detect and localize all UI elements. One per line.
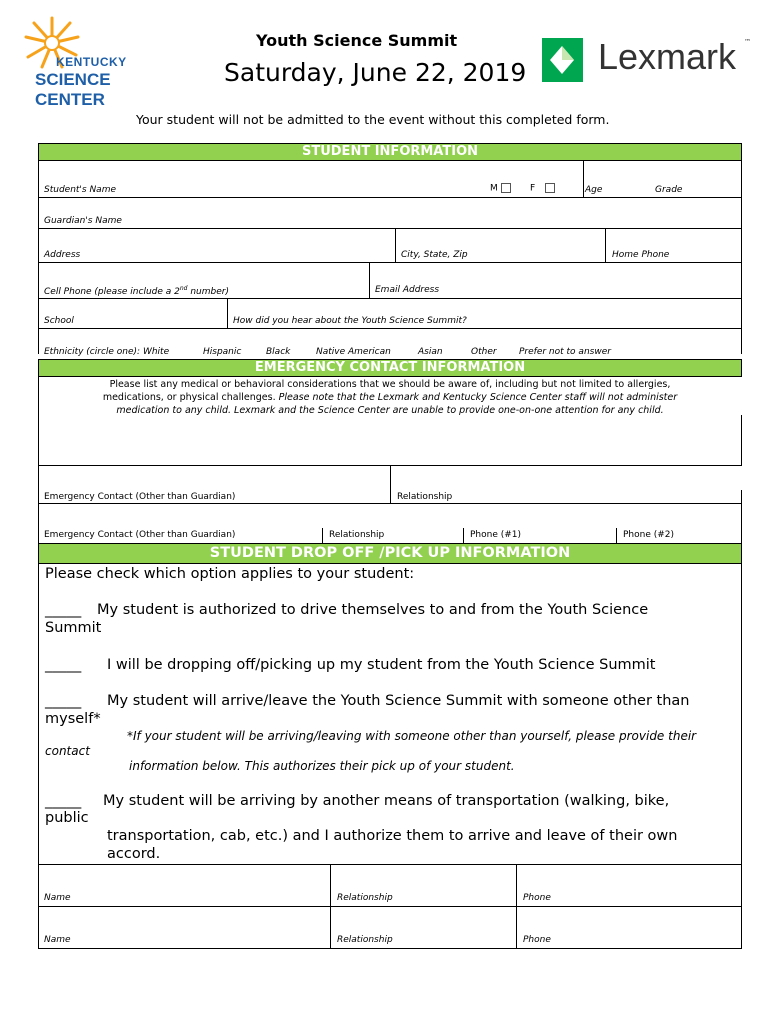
option-4-text: My student will be arriving by another means of transportation (walking, bike, xyxy=(103,793,670,809)
option-2-blank[interactable]: _____ xyxy=(45,657,82,673)
option-4-blank[interactable]: _____ xyxy=(45,793,82,809)
emergency-contact-2-label: Emergency Contact (Other than Guardian) xyxy=(44,530,236,540)
logo-science-center-text: SCIENCE CENTER xyxy=(35,70,111,109)
option-1-text-cont: Summit xyxy=(45,620,102,636)
dropoff-heading: STUDENT DROP OFF /PICK UP INFORMATION xyxy=(38,543,742,564)
option-2-text: I will be dropping off/picking up my student from the Youth Science Summit xyxy=(107,657,656,673)
arrival-note-line1: *If your student will be arriving/leaving with someone other than yourself, please provide their xyxy=(127,729,697,743)
male-checkbox[interactable] xyxy=(490,183,511,194)
event-date: Saturday, June 22, 2019 xyxy=(224,58,527,87)
option-4-text-cont1: public xyxy=(45,810,89,826)
ethnicity-black[interactable]: Black xyxy=(266,347,291,357)
female-checkbox[interactable] xyxy=(530,183,555,194)
trademark-symbol: ™ xyxy=(744,38,751,46)
relationship-2-label: Relationship xyxy=(329,530,385,540)
ethnicity-native-american[interactable]: Native American xyxy=(316,347,391,357)
ethnicity-other[interactable]: Other xyxy=(471,347,497,357)
phone-2-label: Phone (#2) xyxy=(623,530,675,540)
pickup-phone-1-label: Phone xyxy=(523,893,551,903)
email-label: Email Address xyxy=(375,285,440,295)
how-heard-label: How did you hear about the Youth Science Summit? xyxy=(233,316,467,326)
form-notice: Your student will not be admitted to the event without this completed form. xyxy=(136,112,610,127)
school-label: School xyxy=(44,316,74,326)
option-1-text: My student is authorized to drive themselves to and from the Youth Science xyxy=(97,602,649,618)
lexmark-wordmark: Lexmark xyxy=(598,36,737,77)
student-info-heading: STUDENT INFORMATION xyxy=(38,143,742,161)
home-phone-label: Home Phone xyxy=(612,250,670,260)
arrival-note-line2: contact xyxy=(45,744,90,758)
option-3-blank[interactable]: _____ xyxy=(45,693,82,709)
kentucky-science-center-logo xyxy=(22,15,182,109)
address-label: Address xyxy=(44,250,81,260)
male-box[interactable] xyxy=(501,183,511,193)
female-box[interactable] xyxy=(545,183,555,193)
ethnicity-hispanic[interactable]: Hispanic xyxy=(203,347,242,357)
event-title: Youth Science Summit xyxy=(256,31,458,50)
dropoff-intro: Please check which option applies to your student: xyxy=(45,566,415,582)
relationship-1-label: Relationship xyxy=(397,492,453,502)
pickup-relationship-2-label: Relationship xyxy=(337,935,393,945)
grade-label: Grade xyxy=(655,185,683,195)
pickup-relationship-1-label: Relationship xyxy=(337,893,393,903)
female-label: F xyxy=(530,183,536,194)
cell-phone-label: Cell Phone (please include a 2nd number) xyxy=(44,285,229,297)
option-4-text-cont3: accord. xyxy=(107,846,161,862)
lexmark-diamond-icon xyxy=(540,36,585,84)
option-3-text-cont: myself* xyxy=(45,711,101,727)
medical-instructions: Please list any medical or behavioral considerations that we should be aware of, including but not limited to allergies, medications, or physical challenges. Please note that the Lexmark and Kentucky Science Center staff will not administer medication to any child. Lexmark and the Science Center are unable to provide one-on-one attention for any child. xyxy=(102,379,678,416)
pickup-name-2-label: Name xyxy=(44,935,71,945)
emergency-contact-heading: EMERGENCY CONTACT INFORMATION xyxy=(38,359,742,377)
male-label: M xyxy=(490,183,498,194)
ethnicity-asian[interactable]: Asian xyxy=(418,347,443,357)
city-state-zip-label: City, State, Zip xyxy=(401,250,468,260)
emergency-contact-1-label: Emergency Contact (Other than Guardian) xyxy=(44,492,236,502)
option-3-text: My student will arrive/leave the Youth Science Summit with someone other than xyxy=(107,693,690,709)
ethnicity-prefer-not[interactable]: Prefer not to answer xyxy=(519,347,611,357)
arrival-note-line3: information below. This authorizes their pick up of your student. xyxy=(129,759,515,773)
option-1-blank[interactable]: _____ xyxy=(45,602,82,618)
guardian-name-label: Guardian's Name xyxy=(44,216,122,226)
pickup-phone-2-label: Phone xyxy=(523,935,551,945)
option-4-text-cont2: transportation, cab, etc.) and I authorize them to arrive and leave of their own xyxy=(107,828,678,844)
pickup-name-1-label: Name xyxy=(44,893,71,903)
student-name-label: Student's Name xyxy=(44,185,117,195)
logo-kentucky-text: KENTUCKY xyxy=(56,55,127,69)
phone-1-label: Phone (#1) xyxy=(470,530,522,540)
ethnicity-label: Ethnicity (circle one): White xyxy=(44,347,170,357)
age-label: Age xyxy=(585,185,603,195)
lexmark-logo xyxy=(540,36,760,86)
